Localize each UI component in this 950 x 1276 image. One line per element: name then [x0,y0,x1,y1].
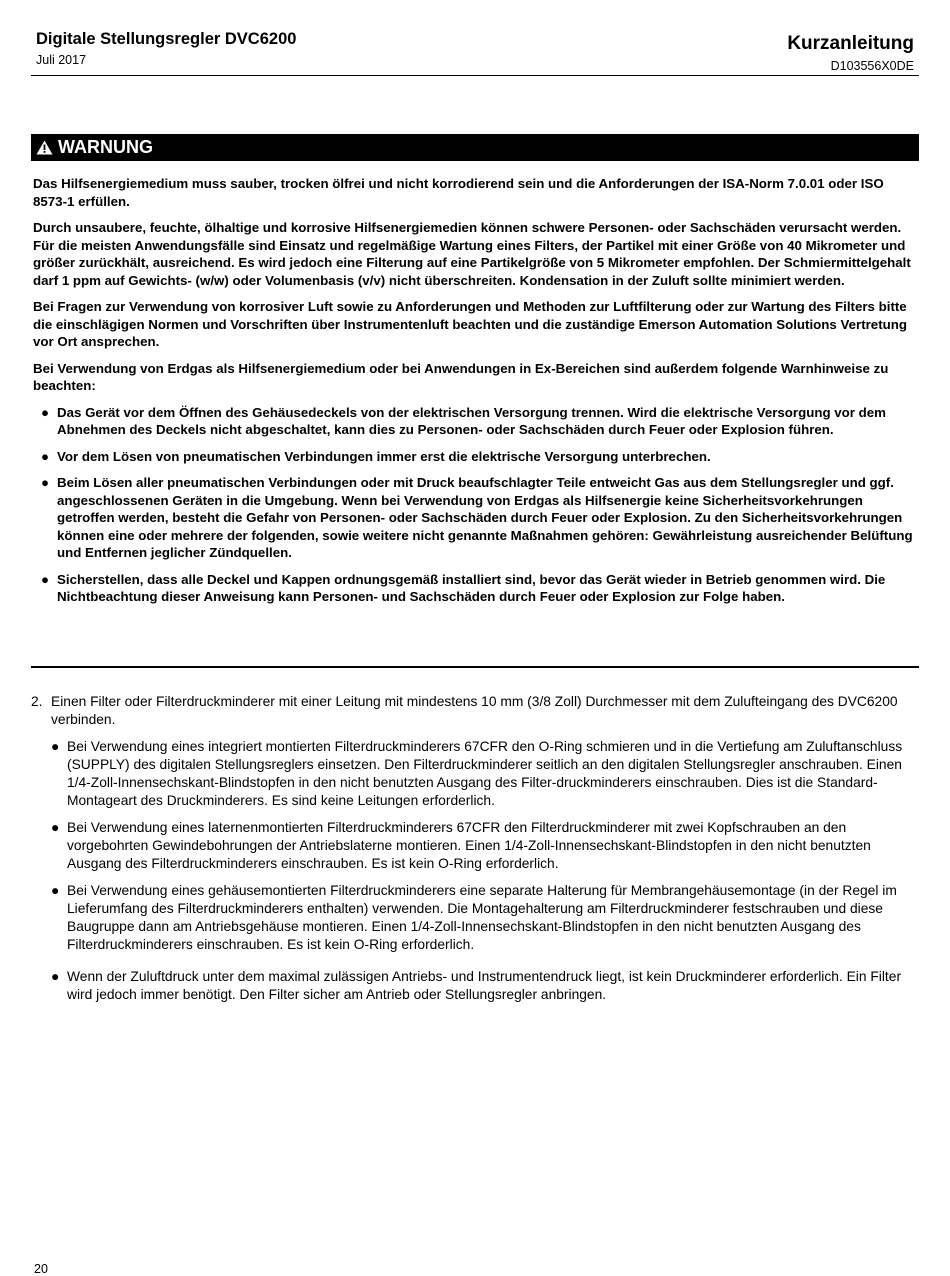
step-bullet-text: Bei Verwendung eines integriert montierten Filterdruckminderers 67CFR den O-Ring schmieren und in die Vertiefung am Zuluftanschluss (SUPPLY) des digitalen Stellungsreglers einsetzen. Den Filterdruckminderer seitlich an den digitalen Stellungsregler anschrauben. Einen 1/4-Zoll-Innensechskant-Blindstopfen in den nicht benutzten Ausgang des Filter-druckminderers einschrauben. Dies ist die Standard-Montageart des Druckminderers. Es sind keine Leitungen erforderlich. [67,739,903,808]
document-title: Digitale Stellungsregler DVC6200 [36,30,297,48]
bullet-icon: ● [41,475,50,490]
warning-paragraph: Bei Verwendung von Erdgas als Hilfsenergiemedium oder bei Anwendungen in Ex-Bereichen sind außerdem folgende Warnhinweise zu beachten: [33,360,889,393]
step-bullet-text: Bei Verwendung eines gehäusemontierten Filterdruckminderers eine separate Halterung für Membrangehäusemontage (in der Regel im Lieferumfang des Filterdruckminderers enthalten) verwenden. Die Montagehalterung am Filterdruckminderer festschrauben und diese Baugruppe dann am Antriebsgehäuse montieren. Einen 1/4-Zoll-Innensechskant-Blindstopfen in den nicht benutzten Ausgang des Filterdruckminderers einschrauben. Es ist kein O-Ring erforderlich. [67,883,897,952]
document-number: D103556X0DE [830,59,914,73]
warning-bullet-list [33,404,917,606]
warning-bullet-text: Vor dem Lösen von pneumatischen Verbindungen immer erst die elektrische Versorgung unterbrechen. [57,448,711,464]
warning-paragraph: Durch unsaubere, feuchte, ölhaltige und korrosive Hilfsenergiemedien können schwere Personen- oder Sachschäden verursacht werden. Für die meisten Anwendungsfälle sind Einsatz und regelmäßige Wartung eines Filters, der Partikel mit einer Größe von 40 Mikrometer und größer zurückhält, ausreichend. Es wird jedoch eine Filterung auf eine Partikelgröße von 5 Mikrometer empfohlen. Der Schmiermittelgehalt darf 1 ppm auf Gewichts- (w/w) oder Volumenbasis (v/v) nicht überschreiten. Kondensation in der Zuluft sollte minimiert werden. [33,220,911,288]
bullet-icon: ● [41,404,50,420]
bullet-icon: ● [51,820,60,835]
step-number: 2. [31,694,43,709]
header-left [36,29,296,68]
bullet-icon: ● [41,571,50,587]
step-text: Einen Filter oder Filterdruckminderer mit einer Leitung mit mindestens 10 mm (3/8 Zoll) Durchmesser mit dem Zulufteingang des DVC6200 verbinden. [51,694,898,727]
warning-title: WARNUNG [58,137,153,157]
warning-bullet-text: Beim Lösen aller pneumatischen Verbindungen oder mit Druck beaufschlagter Teile entweicht Gas aus dem Stellungsregler und ggf. angeschlossenen Geräten in die Umgebung. Wenn bei Verwendung von Erdgas als Hilfsenergie keine Sicherheitsvorkehrungen getroffen werden, besteht die Gefahr von Personen- oder Sachschäden durch Feuer oder Explosion. Zu den Sicherheitsvorkehrungen können eine oder mehrere der folgenden, sowie weitere nicht genannte Maßnahmen gehören: Gewährleistung ausreichender Belüftung und Entfernen jeglicher Zündquellen. [57,475,913,560]
step-2 [31,693,917,1013]
bullet-icon: ● [51,739,60,754]
warning-bullet-item [33,571,917,606]
warning-banner [31,134,919,161]
warning-bullet-item [33,448,917,466]
warning-triangle-icon [36,140,53,155]
bullet-icon: ● [41,448,50,464]
document-type: Kurzanleitung [787,33,914,54]
warning-paragraph: Bei Fragen zur Verwendung von korrosiver Luft sowie zu Anforderungen und Methoden zur Luftfilterung oder zur Wartung des Filters bitte die einschlägigen Normen und Vorschriften über Instrumentenluft beachten und die zuständige Emerson Automation Solutions Vertretung vor Ort ansprechen. [33,299,907,349]
header-divider [31,75,919,76]
step-bullet-item [51,738,917,810]
step-bullet-item [51,968,917,1004]
step-bullet-text: Bei Verwendung eines laternenmontierten Filterdruckminderers 67CFR den Filterdruckminderer mit zwei Kopfschrauben an den vorgebohrten Gewindebohrungen der Antriebslaterne montieren. Einen 1/4-Zoll-Innensechskant-Blindstopfen in den nicht benutzten Ausgang des Filterdruckminderers einschrauben. Es ist kein O-Ring erforderlich. [67,820,871,871]
step-bullet-item [51,819,917,873]
warning-bullet-text: Das Gerät vor dem Öffnen des Gehäusedeckels von der elektrischen Versorgung trennen. Wird die elektrische Versorgung vor dem Abnehmen des Deckels nicht abgeschaltet, kann dies zu Personen- oder Sachschäden durch Feuer oder Explosion führen. [57,404,886,437]
warning-bullet-text: Sicherstellen, dass alle Deckel und Kappen ordnungsgemäß installiert sind, bevor das Gerät wieder in Betrieb genommen wird. Die Nichtbeachtung dieser Anweisung kann Personen- und Sachschäden durch Feuer oder Explosion zur Folge haben. [57,571,886,604]
warning-body [33,175,917,615]
document-date: Juli 2017 [36,53,87,67]
step-bullet-text: Wenn der Zuluftdruck unter dem maximal zulässigen Antriebs- und Instrumentendruck liegt, ist kein Druckminderer erforderlich. Ein Filter wird jedoch immer benötigt. Den Filter sicher am Antrieb oder Stellungsregler anbringen. [67,969,902,1002]
warning-paragraph: Das Hilfsenergiemedium muss sauber, trocken ölfrei und nicht korrodierend sein und die Anforderungen der ISA-Norm 7.0.01 oder ISO 8573-1 erfüllen. [33,176,884,209]
step-bullet-item [51,882,917,954]
warning-bottom-rule [31,666,919,668]
warning-bullet-item [33,404,917,439]
page-number: 20 [34,1262,48,1276]
step-bullet-list [31,738,917,1004]
bullet-icon: ● [51,883,60,898]
warning-bullet-item [33,474,917,562]
header-right [787,33,914,74]
bullet-icon: ● [51,969,60,984]
